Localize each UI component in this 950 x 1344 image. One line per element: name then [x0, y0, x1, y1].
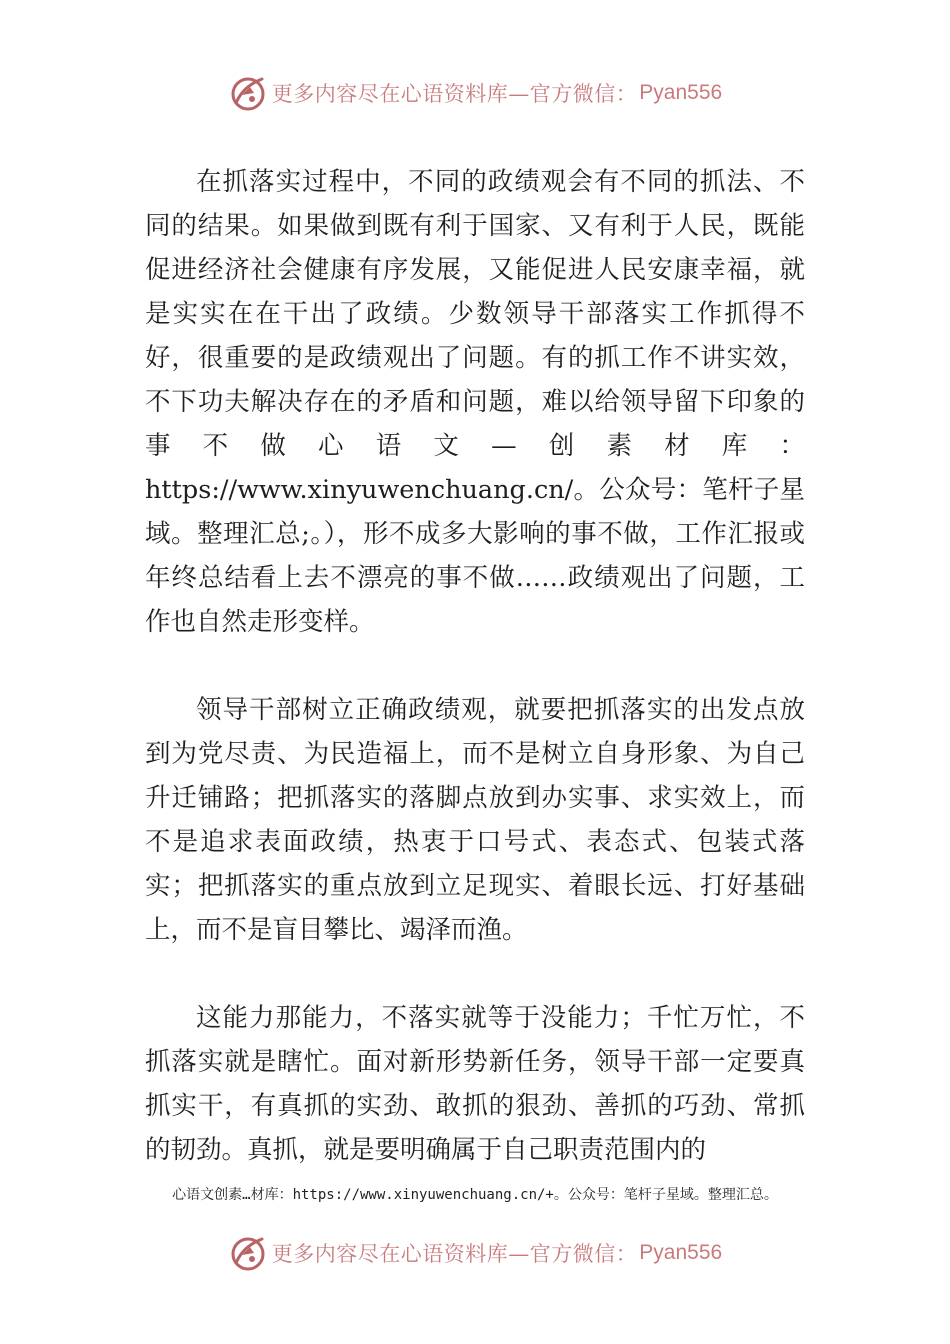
footer-banner — [0, 1228, 950, 1278]
footer-note: 心语文创素…材库：https://www.xinyuwenchuang.cn/+。公众号：笔杆子星域。整理汇总。 — [172, 1187, 778, 1203]
banner-text: 更多内容尽在心语资料库—官方微信： — [271, 82, 638, 106]
banner-wechat-id: Pyan556 — [639, 81, 723, 104]
paragraph: 领导干部树立正确政绩观，就要把抓落实的出发点放到为党尽责、为民造福上，而不是树立自身形象、为自己升迁铺路；把抓落实的落脚点放到办实事、求实效上，而不是追求表面政绩，热衷于口号式、表态式、包装式落实；把抓落实的重点放到立足现实、着眼长远、打好基础上，而不是盲目攀比、竭泽而渔。 — [145, 695, 805, 945]
logo-icon — [228, 73, 268, 113]
document-body — [145, 160, 805, 1172]
logo-icon — [228, 1233, 268, 1273]
paragraph: 在抓落实过程中，不同的政绩观会有不同的抓法、不同的结果。如果做到既有利于国家、又有利于人民，既能促进经济社会健康有序发展，又能促进人民安康幸福，就是实实在在干出了政绩。少数领导干部落实工作抓得不好，很重要的是政绩观出了问题。有的抓工作不讲实效，不下功夫解决存在的矛盾和问题，难以给领导留下印象的事不做心语文—创素材库：https://www.xinyuwenchuang.cn/。公众号：笔杆子星域。整理汇总;。），形不成多大影响的事不做，工作汇报或年终总结看上去不漂亮的事不做……政绩观出了问题，工作也自然走形变样。 — [145, 167, 805, 637]
header-banner — [0, 68, 950, 118]
paragraph: 这能力那能力，不落实就等于没能力；千忙万忙，不抓落实就是瞎忙。面对新形势新任务，领导干部一定要真抓实干，有真抓的实劲、敢抓的狠劲、善抓的巧劲、常抓的韧劲。真抓，就是要明确属于自己职责范围内的 — [145, 1003, 805, 1165]
banner-text: 更多内容尽在心语资料库—官方微信： — [271, 1242, 638, 1266]
banner-wechat-id: Pyan556 — [639, 1241, 723, 1264]
